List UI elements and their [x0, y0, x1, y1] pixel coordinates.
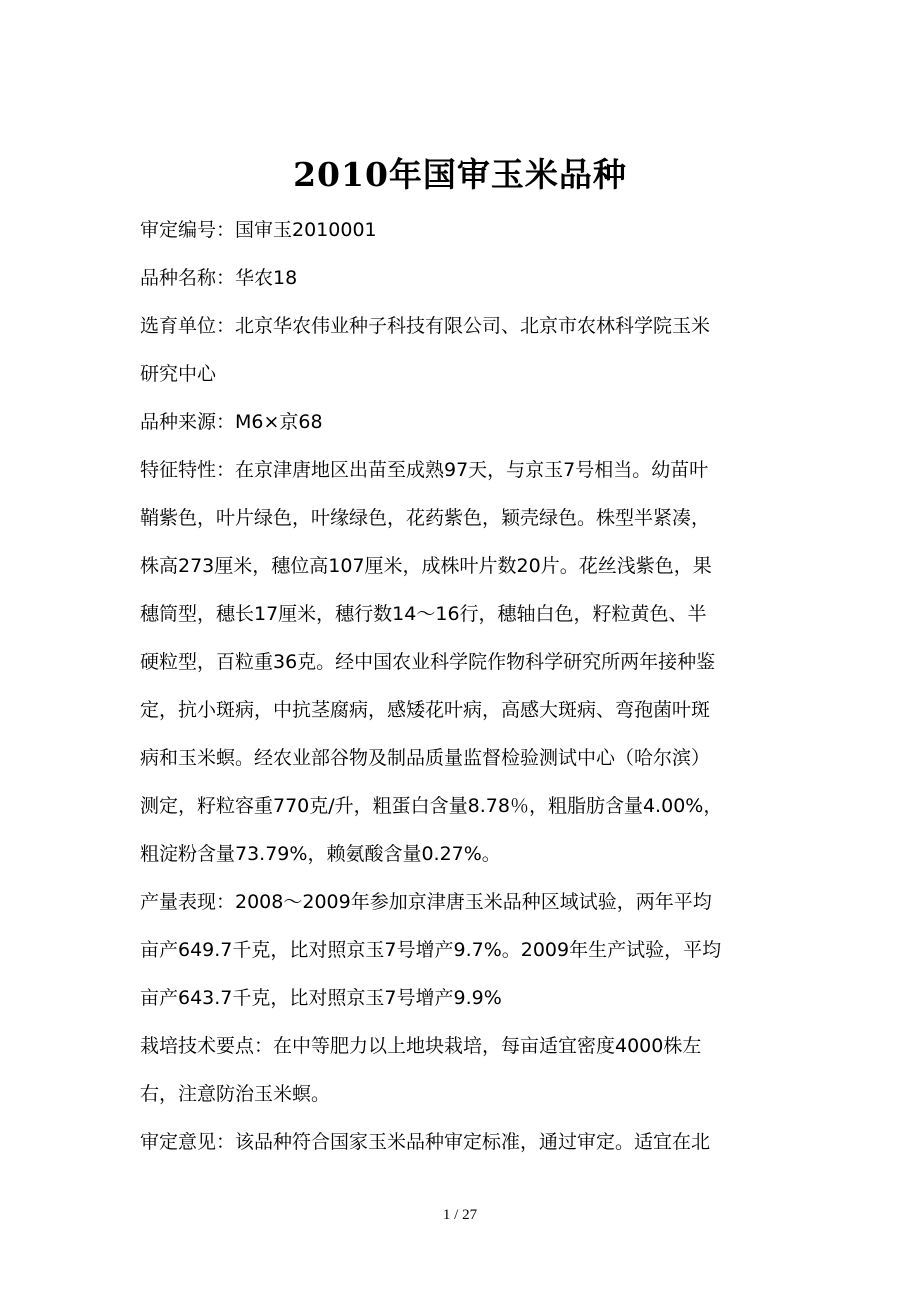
page-separator: / — [450, 1207, 463, 1223]
text-line: 审定意见：该品种符合国家玉米品种审定标准，通过审定。适宜在北 — [140, 1131, 711, 1153]
page-current: 1 — [442, 1207, 451, 1223]
text-line: 亩产649.7千克，比对照京玉7号增产9.7%。2009年生产试验，平均 — [140, 939, 722, 961]
page-total: 27 — [462, 1207, 478, 1223]
text-line: 亩产643.7千克，比对照京玉7号增产9.9% — [140, 987, 502, 1009]
text-line: 穗筒型，穗长17厘米，穗行数14～16行，穗轴白色，籽粒黄色、半 — [140, 603, 707, 625]
page-number — [0, 1203, 920, 1227]
text-line: 产量表现：2008～2009年参加京津唐玉米品种区域试验，两年平均 — [140, 891, 712, 913]
text-line: 右，注意防治玉米螟。 — [140, 1083, 331, 1105]
text-line: 特征特性：在京津唐地区出苗至成熟97天，与京玉7号相当。幼苗叶 — [140, 459, 709, 481]
text-line: 硬粒型，百粒重36克。经中国农业科学院作物科学研究所两年接种鉴 — [140, 651, 716, 673]
text-line: 鞘紫色，叶片绿色，叶缘绿色，花药紫色，颖壳绿色。株型半紧凑， — [140, 507, 711, 529]
text-line: 病和玉米螟。经农业部谷物及制品质量监督检验测试中心（哈尔滨） — [140, 747, 711, 769]
text-line: 粗淀粉含量73.79%，赖氨酸含量0.27%。 — [140, 843, 501, 865]
text-line: 品种名称：华农18 — [140, 267, 298, 289]
text-line: 测定，籽粒容重770克/升，粗蛋白含量8.78％，粗脂肪含量4.00%， — [140, 795, 723, 817]
document-title: 2010年国审玉米品种 — [293, 155, 627, 194]
text-line: 品种来源：M6×京68 — [140, 411, 323, 433]
text-line: 栽培技术要点：在中等肥力以上地块栽培，每亩适宜密度4000株左 — [140, 1035, 702, 1057]
text-line: 定，抗小斑病，中抗茎腐病，感矮花叶病，高感大斑病、弯孢菌叶斑 — [140, 699, 711, 721]
document-body — [140, 206, 785, 1166]
text-line: 株高273厘米，穗位高107厘米，成株叶片数20片。花丝浅紫色，果 — [140, 555, 712, 577]
text-line: 审定编号：国审玉2010001 — [140, 219, 377, 241]
text-line: 选育单位：北京华农伟业种子科技有限公司、北京市农林科学院玉米 — [140, 315, 711, 337]
text-line: 研究中心 — [140, 363, 217, 385]
